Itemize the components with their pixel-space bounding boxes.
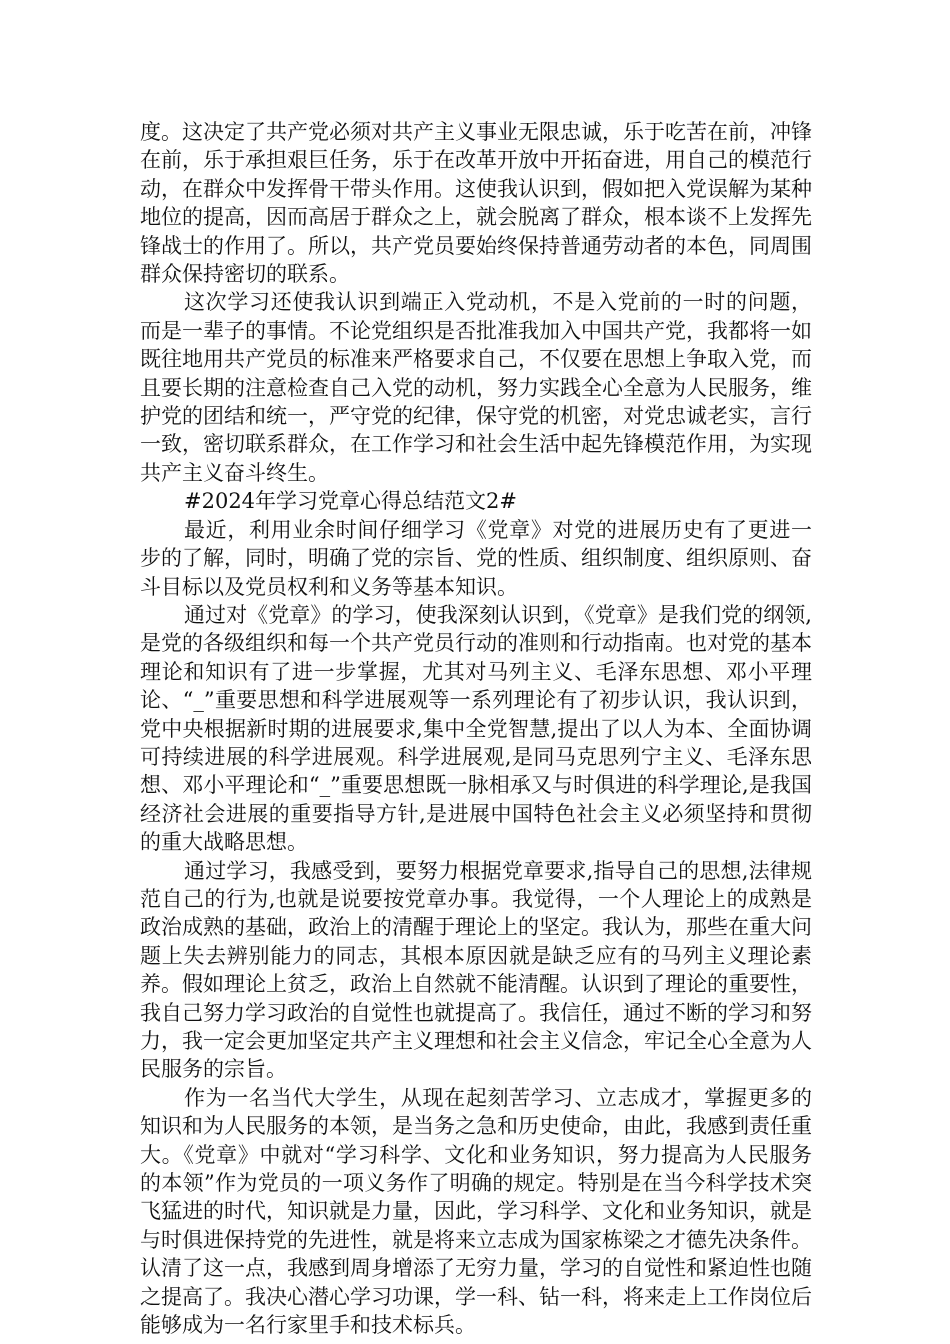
paragraph-5: 通过学习，我感受到，要努力根据党章要求,指导自己的思想,法律规范自己的行为,也就是说要按党章办事。我觉得，一个人理论上的成熟是政治成熟的基础，政治上的清醒于理论上的坚定。我认为，那些在重大问题上失去辨别能力的同志，其根本原因就是缺乏应有的马列主义理论素养。假如理论上贫乏，政治上自然就不能清醒。认识到了理论的重要性，我自己努力学习政治的自觉性也就提高了。我信任，通过不断的学习和努力，我一定会更加坚定共产主义理想和社会主义信念，牢记全心全意为人民服务的宗旨。 bbox=[140, 858, 812, 1082]
paragraph-2: 这次学习还使我认识到端正入党动机，不是入党前的一时的问题，而是一辈子的事情。不论党组织是否批准我加入中国共产党，我都将一如既往地用共产党员的标准来严格要求自己，不仅要在思想上争取入党，而且要长期的注意检查自己入党的动机，努力实践全心全意为人民服务，维护党的团结和统一，严守党的纪律，保守党的机密，对党忠诚老实，言行一致，密切联系群众，在工作学习和社会生活中起先锋模范作用，为实现共产主义奋斗终生。 bbox=[140, 290, 812, 485]
paragraph-1: 度。这决定了共产党必须对共产主义事业无限忠诚，乐于吃苦在前，冲锋在前，乐于承担艰巨任务，乐于在改革开放中开拓奋进，用自己的模范行动，在群众中发挥骨干带头作用。这使我认识到，假如把入党误解为某种地位的提高，因而高居于群众之上，就会脱离了群众，根本谈不上发挥先锋战士的作用了。所以，共产党员要始终保持普通劳动者的本色，同周围群众保持密切的联系。 bbox=[140, 120, 812, 287]
paragraph-6: 作为一名当代大学生，从现在起刻苦学习、立志成才，掌握更多的知识和为人民服务的本领，是当务之急和历史使命，由此，我感到责任重大。《党章》中就对“学习科学、文化和业务知识，努力提高为人民服务的本领”作为党员的一项义务作了明确的规定。特别是在当今科学技术突飞猛进的时代，知识就是力量，因此，学习科学、文化和业务知识，就是与时俱进保持党的先进性，就是将来立志成为国家栋梁之才德先决条件。认清了这一点，我感到周身增添了无穷力量，学习的自觉性和紧迫性也随之提高了。我决心潜心学习功课，学一科、钻一科，将来走上工作岗位后能够成为一名行家里手和技术标兵。 bbox=[140, 1085, 812, 1338]
paragraph-3: 最近，利用业余时间仔细学习《党章》对党的进展历史有了更进一步的了解，同时，明确了党的宗旨、党的性质、组织制度、组织原则、奋斗目标以及党员权利和义务等基本知识。 bbox=[140, 517, 812, 599]
paragraph-4: 通过对《党章》的学习，使我深刻认识到，《党章》是我们党的纲领,是党的各级组织和每一个共产党员行动的准则和行动指南。也对党的基本理论和知识有了进一步掌握，尤其对马列主义、毛泽东思想、邓小平理论、“_”重要思想和科学进展观等一系列理论有了初步认识，我认识到，党中央根据新时期的进展要求,集中全党智慧,提出了以人为本、全面协调可持续进展的科学进展观。科学进展观,是同马克思列宁主义、毛泽东思想、邓小平理论和“_”重要思想既一脉相承又与时俱进的科学理论,是我国经济社会进展的重要指导方针,是进展中国特色社会主义必须坚持和贯彻的重大战略思想。 bbox=[140, 602, 812, 855]
document-body bbox=[140, 118, 812, 1339]
section-heading: #2024年学习党章心得总结范文2# bbox=[184, 489, 517, 514]
